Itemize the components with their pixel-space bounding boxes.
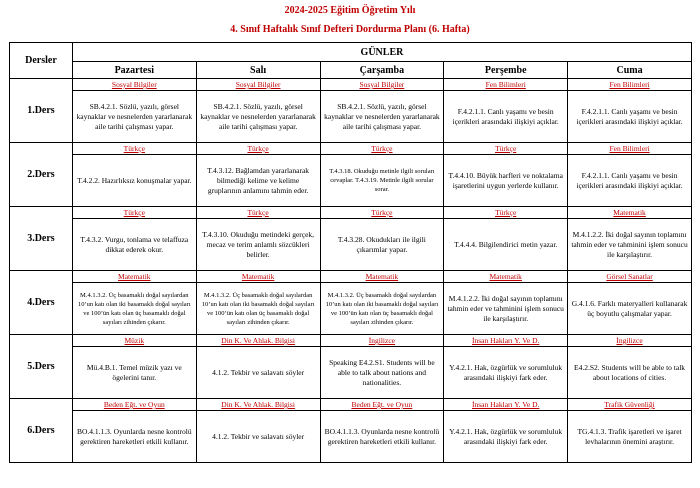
learning-outcome: [568, 283, 691, 334]
learning-outcome: [197, 91, 320, 142]
learning-outcome: [73, 155, 196, 206]
learning-outcome: [568, 219, 691, 270]
learning-outcome: [73, 91, 196, 142]
subject-name: Türkçe: [73, 143, 196, 155]
learning-outcome-text: Y.4.2.1. Hak, özgürlük ve sorumluluk arasındaki ilişkiyi fark eder.: [449, 426, 563, 446]
learning-outcome: [444, 411, 567, 462]
learning-outcome-text: Mü.4.B.1. Temel müzik yazı ve ögelerini tanır.: [86, 362, 182, 382]
learning-outcome-text: T.4.4.4. Bilgilendirici metin yazar.: [454, 239, 558, 249]
learning-outcome: [444, 91, 567, 142]
learning-outcome-text: F.4.2.1.1. Canlı yaşamı ve besin içerikleri arasındaki ilişkiyi açıklar.: [576, 106, 683, 126]
lesson-label: 6.Ders: [10, 399, 73, 463]
subject-name: Sosyal Bilgiler: [197, 79, 320, 91]
lesson-cell: [444, 79, 568, 143]
lesson-cell: [444, 143, 568, 207]
subject-name: Fen Bilimleri: [568, 79, 691, 91]
lesson-cell: [320, 335, 444, 399]
subject-name: Matematik: [73, 271, 196, 283]
learning-outcome: [197, 219, 320, 270]
day-header: Salı: [196, 62, 320, 79]
subject-name: Türkçe: [444, 207, 567, 219]
lesson-cell: [196, 143, 320, 207]
lesson-cell: [568, 207, 692, 271]
subject-name: Türkçe: [444, 143, 567, 155]
lesson-cell: [196, 399, 320, 463]
lesson-label: 5.Ders: [10, 335, 73, 399]
lesson-cell: [320, 79, 444, 143]
lesson-row: [10, 399, 692, 463]
learning-outcome: [321, 91, 444, 142]
learning-outcome-text: M.4.1.3.2. Üç basamaklı doğal sayılardan 10’un katı olan iki basamaklı doğal sayıları ve 100’ün katı olan üç basamaklı doğal sayıları zihinden çıkarır.: [325, 291, 439, 326]
subject-name: Din K. Ve Ahlak. Bilgisi: [197, 335, 320, 347]
subject-name: Matematik: [444, 271, 567, 283]
subject-name: Matematik: [568, 207, 691, 219]
learning-outcome-text: T.4.3.18. Okuduğu metinle ilgili soruları cevaplar. T.4.3.19. Metinle ilgili sorular sorar.: [329, 168, 435, 193]
learning-outcome-text: Speaking E4.2.S1. Students will be able to talk about nations and nationalities.: [329, 357, 435, 387]
lesson-cell: [444, 271, 568, 335]
learning-outcome-text: TG.4.1.3. Trafik işaretleri ve işaret levhalarının önemini araştırır.: [577, 426, 682, 446]
subject-name: İnsan Hakları Y. Ve D.: [444, 399, 567, 411]
learning-outcome-text: T.4.3.28. Okudukları ile ilgili çıkarımlar yapar.: [337, 234, 426, 254]
learning-outcome: [568, 155, 691, 206]
lesson-cell: [72, 79, 196, 143]
day-header: Cuma: [568, 62, 692, 79]
lesson-cell: [444, 399, 568, 463]
subject-name: Türkçe: [321, 143, 444, 155]
lesson-row: [10, 143, 692, 207]
subject-name: Sosyal Bilgiler: [73, 79, 196, 91]
learning-outcome-text: F.4.2.1.1. Canlı yaşamı ve besin içerikleri arasındaki ilişkiyi açıklar.: [576, 170, 683, 190]
learning-outcome-text: SB.4.2.1. Sözlü, yazılı, görsel kaynaklar ve nesnelerden yararlanarak aile tarihi çalışması yapar.: [324, 101, 440, 131]
learning-outcome: [197, 283, 320, 334]
day-header: Perşembe: [444, 62, 568, 79]
lesson-row: [10, 335, 692, 399]
learning-outcome: [568, 91, 691, 142]
learning-outcome-text: T.4.2.2. Hazırlıksız konuşmalar yapar.: [77, 175, 192, 185]
learning-outcome-text: T.4.4.10. Büyük harfleri ve noktalama işaretlerini uygun yerlerde kullanır.: [448, 170, 563, 190]
learning-outcome-text: 4.1.2. Tekbir ve salavatı söyler: [212, 431, 305, 441]
lesson-cell: [72, 143, 196, 207]
learning-outcome-text: G.4.1.6. Farklı materyalleri kullanarak üç boyutlu çalışmalar yapar.: [571, 298, 688, 318]
lesson-cell: [568, 399, 692, 463]
dersler-header: Dersler: [10, 43, 73, 79]
subject-name: Beden Eğt. ve Oyun: [321, 399, 444, 411]
document-title: 2024-2025 Eğitim Öğretim Yılı: [284, 5, 416, 16]
learning-outcome-text: T.4.3.12. Bağlamdan yararlanarak bilmediği kelime ve kelime gruplarının anlamını tahmin eder.: [207, 165, 310, 195]
learning-outcome: [73, 219, 196, 270]
learning-outcome: [321, 411, 444, 462]
subject-name: Görsel Sanatlar: [568, 271, 691, 283]
lesson-cell: [444, 207, 568, 271]
learning-outcome: [197, 347, 320, 398]
subject-name: Müzik: [73, 335, 196, 347]
day-header: Çarşamba: [320, 62, 444, 79]
lesson-cell: [568, 271, 692, 335]
learning-outcome: [197, 155, 320, 206]
lesson-cell: [320, 271, 444, 335]
learning-outcome-text: M.4.1.3.2. Üç basamaklı doğal sayılardan 10’un katı olan iki basamaklı doğal sayıları ve 100’ün katı olan üç basamaklı doğal sayıları zihinden çıkarır.: [201, 291, 315, 326]
subject-name: İngilizce: [568, 335, 691, 347]
subject-name: İngilizce: [321, 335, 444, 347]
subject-name: Fen Bilimleri: [568, 143, 691, 155]
lesson-cell: [196, 271, 320, 335]
lesson-cell: [72, 207, 196, 271]
lesson-cell: [196, 335, 320, 399]
lesson-cell: [320, 207, 444, 271]
lesson-label: 2.Ders: [10, 143, 73, 207]
lesson-row: [10, 271, 692, 335]
weekly-plan-table: [9, 42, 692, 463]
learning-outcome-text: M.4.1.2.2. İki doğal sayının toplamını tahmin eder ve tahminini işlem sonucu ile karşılaştırır.: [571, 229, 688, 259]
lesson-cell: [444, 335, 568, 399]
subject-name: Türkçe: [321, 207, 444, 219]
lesson-cell: [320, 399, 444, 463]
learning-outcome-text: M.4.1.2.2. İki doğal sayının toplamını tahmin eder ve tahminini işlem sonucu ile karşılaştırır.: [447, 293, 564, 323]
lesson-cell: [72, 271, 196, 335]
subject-name: Beden Eğt. ve Oyun: [73, 399, 196, 411]
lesson-label: 4.Ders: [10, 271, 73, 335]
lesson-cell: [568, 335, 692, 399]
learning-outcome: [444, 219, 567, 270]
subject-name: İnsan Hakları Y. Ve D.: [444, 335, 567, 347]
learning-outcome-text: 4.1.2. Tekbir ve salavatı söyler: [212, 367, 305, 377]
lesson-row: [10, 79, 692, 143]
subject-name: Matematik: [197, 271, 320, 283]
subject-name: Trafik Güvenliği: [568, 399, 691, 411]
learning-outcome-text: SB.4.2.1. Sözlü, yazılı, görsel kaynaklar ve nesnelerden yararlanarak aile tarihi çalışması yapar.: [200, 101, 316, 131]
subject-name: Matematik: [321, 271, 444, 283]
day-header: Pazartesi: [72, 62, 196, 79]
learning-outcome: [321, 155, 444, 206]
lesson-cell: [72, 335, 196, 399]
subject-name: Fen Bilimleri: [444, 79, 567, 91]
learning-outcome: [568, 347, 691, 398]
subject-name: Türkçe: [197, 143, 320, 155]
lesson-row: [10, 207, 692, 271]
learning-outcome: [197, 411, 320, 462]
learning-outcome-text: SB.4.2.1. Sözlü, yazılı, görsel kaynaklar ve nesnelerden yararlanarak aile tarihi çalışması yapar.: [76, 101, 193, 131]
subject-name: Sosyal Bilgiler: [321, 79, 444, 91]
learning-outcome: [321, 283, 444, 334]
lesson-cell: [72, 399, 196, 463]
subject-name: Türkçe: [73, 207, 196, 219]
learning-outcome-text: BO.4.1.1.3. Oyunlarda nesne kontrolü gerektiren hareketleri etkili kullanır.: [77, 426, 192, 446]
learning-outcome: [73, 347, 196, 398]
lesson-cell: [196, 207, 320, 271]
gunler-header: GÜNLER: [72, 43, 691, 62]
learning-outcome-text: T.4.3.2. Vurgu, tonlama ve telaffuza dikkat ederek okur.: [80, 234, 189, 254]
learning-outcome: [73, 411, 196, 462]
learning-outcome: [444, 347, 567, 398]
learning-outcome-text: M.4.1.3.2. Üç basamaklı doğal sayılardan 10’un katı olan iki basamaklı doğal sayıları ve 100’ün katı olan üç basamaklı doğal sayıları zihinden çıkarır.: [77, 291, 191, 326]
lesson-cell: [196, 79, 320, 143]
lesson-cell: [568, 143, 692, 207]
learning-outcome-text: T.4.3.10. Okuduğu metindeki gerçek, mecaz ve terim anlamlı sözcükleri belirler.: [202, 229, 315, 259]
learning-outcome: [568, 411, 691, 462]
learning-outcome: [444, 155, 567, 206]
learning-outcome-text: Y.4.2.1. Hak, özgürlük ve sorumluluk arasındaki ilişkiyi fark eder.: [449, 362, 563, 382]
lesson-label: 3.Ders: [10, 207, 73, 271]
learning-outcome: [321, 347, 444, 398]
lesson-label: 1.Ders: [10, 79, 73, 143]
learning-outcome: [73, 283, 196, 334]
document-subtitle: 4. Sınıf Haftalık Sınıf Defteri Dordurma Planı (6. Hafta): [230, 24, 470, 35]
learning-outcome-text: F.4.2.1.1. Canlı yaşamı ve besin içerikleri arasındaki ilişkiyi açıklar.: [452, 106, 559, 126]
learning-outcome-text: E4.2.S2. Students will be able to talk about locations of cities.: [574, 362, 686, 382]
subject-name: Türkçe: [197, 207, 320, 219]
lesson-cell: [320, 143, 444, 207]
learning-outcome: [321, 219, 444, 270]
learning-outcome: [444, 283, 567, 334]
learning-outcome-text: BO.4.1.1.3. Oyunlarda nesne kontrolü gerektiren hareketleri etkili kullanır.: [324, 426, 440, 446]
lesson-cell: [568, 79, 692, 143]
subject-name: Din K. Ve Ahlak. Bilgisi: [197, 399, 320, 411]
